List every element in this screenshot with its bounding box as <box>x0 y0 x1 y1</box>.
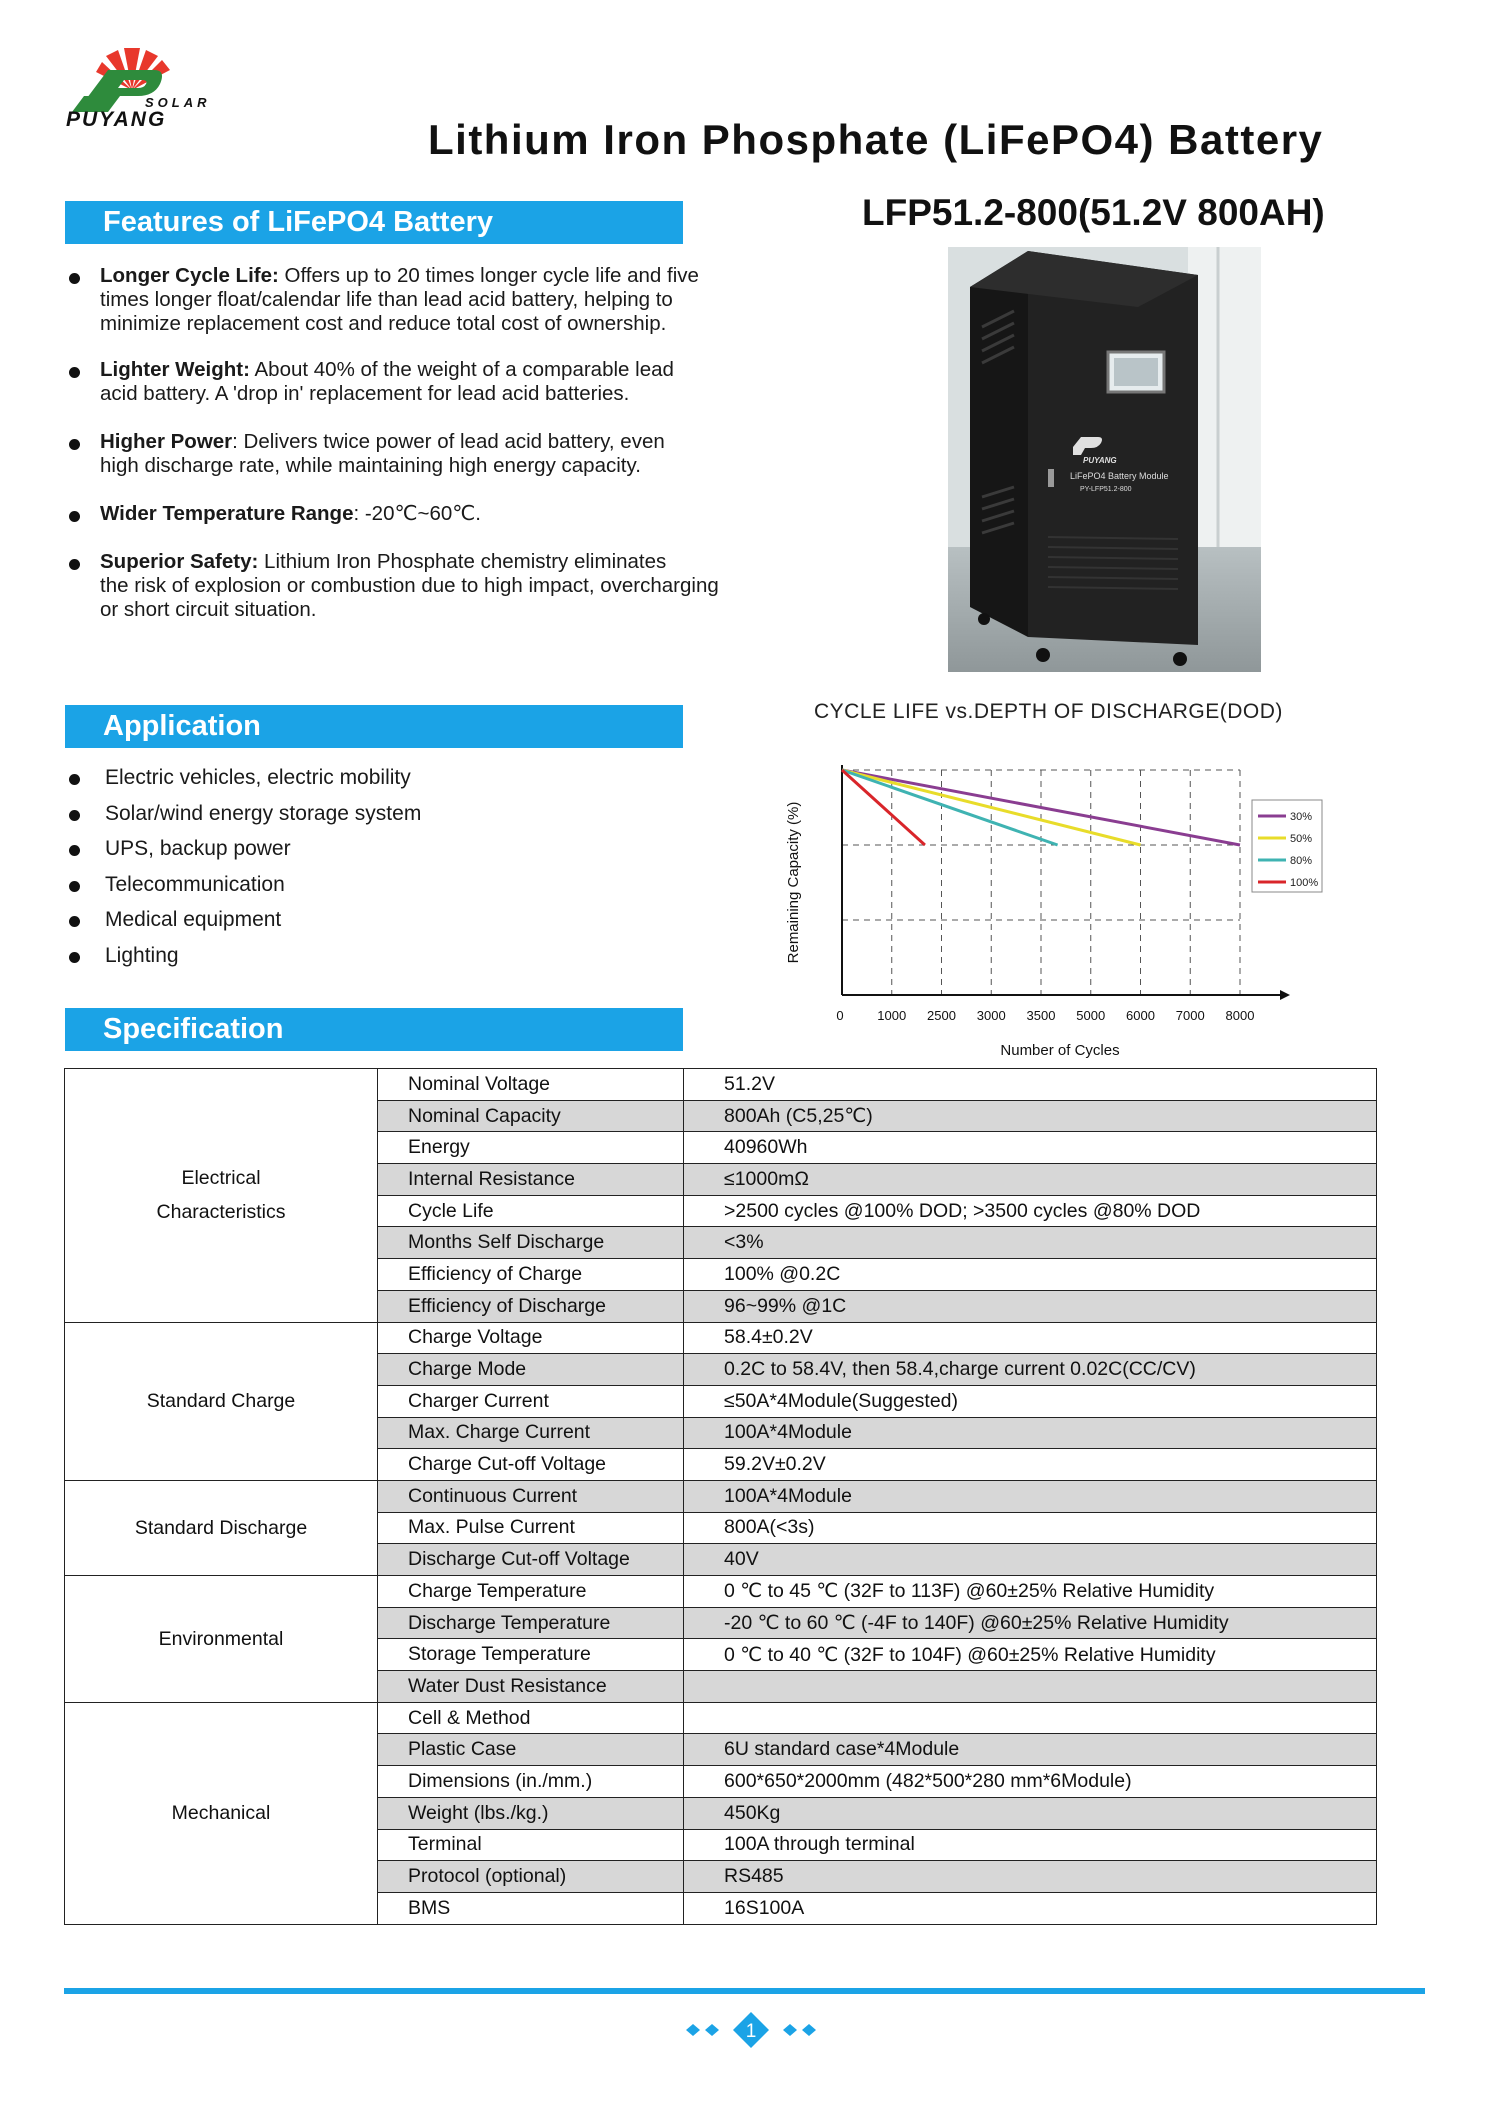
spec-parameter: Continuous Current <box>378 1480 684 1512</box>
spec-parameter: Max. Charge Current <box>378 1417 684 1449</box>
spec-parameter: Discharge Temperature <box>378 1607 684 1639</box>
spec-parameter: Internal Resistance <box>378 1164 684 1196</box>
cabinet-brand: PUYANG <box>1083 456 1117 465</box>
table-row <box>65 1069 1377 1101</box>
spec-parameter: Plastic Case <box>378 1734 684 1766</box>
bullet-icon <box>69 916 80 927</box>
feature-item <box>100 550 719 622</box>
page-title: Lithium Iron Phosphate (LiFePO4) Battery <box>428 116 1324 163</box>
spec-value: 100A through terminal <box>684 1829 1377 1861</box>
feature-text: : -20℃~60℃. <box>353 502 482 525</box>
bullet-icon <box>69 810 80 821</box>
x-axis-label: Number of Cycles <box>1000 1042 1120 1059</box>
diamond-icon <box>705 2024 719 2036</box>
spec-parameter: Charger Current <box>378 1385 684 1417</box>
application-text: Lighting <box>105 943 179 967</box>
spec-group-name: Characteristics <box>156 1201 286 1224</box>
application-text: Solar/wind energy storage system <box>105 801 422 825</box>
application-item <box>105 873 285 897</box>
bullet-icon <box>69 439 80 450</box>
spec-parameter: Storage Temperature <box>378 1639 684 1671</box>
feature-text: the risk of explosion or combustion due to high impact, overcharging <box>100 574 719 597</box>
spec-parameter: Discharge Cut-off Voltage <box>378 1544 684 1576</box>
feature-item <box>100 358 674 406</box>
footer-divider <box>64 1988 1425 1994</box>
bullet-icon <box>69 559 80 570</box>
spec-group-label <box>65 1576 378 1703</box>
spec-value: 0 ℃ to 40 ℃ (32F to 104F) @60±25% Relative Humidity <box>684 1639 1377 1671</box>
spec-parameter: Dimensions (in./mm.) <box>378 1766 684 1798</box>
spec-parameter: Cycle Life <box>378 1195 684 1227</box>
spec-parameter: Months Self Discharge <box>378 1227 684 1259</box>
spec-value: 800A(<3s) <box>684 1512 1377 1544</box>
spec-value: 51.2V <box>684 1069 1377 1101</box>
spec-group-name: Mechanical <box>171 1802 271 1825</box>
logo-brand-name: PUYANG <box>66 108 167 131</box>
y-axis-label: Remaining Capacity (%) <box>785 801 802 964</box>
spec-value <box>684 1671 1377 1703</box>
logo-solar-text: SOLAR <box>145 95 211 110</box>
spec-parameter: BMS <box>378 1892 684 1924</box>
bullet-icon <box>69 952 80 963</box>
spec-value: 100A*4Module <box>684 1480 1377 1512</box>
diamond-icon <box>783 2024 797 2036</box>
series-line-80pct <box>842 770 1058 845</box>
application-text: Medical equipment <box>105 908 282 931</box>
spec-parameter: Charge Cut-off Voltage <box>378 1449 684 1481</box>
spec-value: 40V <box>684 1544 1377 1576</box>
spec-value: -20 ℃ to 60 ℃ (-4F to 140F) @60±25% Relative Humidity <box>684 1607 1377 1639</box>
spec-parameter: Efficiency of Discharge <box>378 1290 684 1322</box>
spec-group-name: Environmental <box>158 1627 284 1650</box>
feature-text: About 40% of the weight of a comparable lead <box>249 358 674 381</box>
spec-value: 40960Wh <box>684 1132 1377 1164</box>
spec-group-label <box>65 1702 378 1924</box>
application-text: UPS, backup power <box>105 837 291 860</box>
spec-parameter: Efficiency of Charge <box>378 1259 684 1291</box>
feature-item <box>100 430 665 478</box>
spec-parameter: Charge Temperature <box>378 1576 684 1608</box>
spec-parameter: Nominal Capacity <box>378 1100 684 1132</box>
feature-title: Longer Cycle Life: <box>100 264 279 287</box>
spec-value: 16S100A <box>684 1892 1377 1924</box>
bullet-icon <box>69 273 80 284</box>
spec-group-name: Electrical <box>181 1167 261 1190</box>
spec-value: <3% <box>684 1227 1377 1259</box>
spec-value: 100% @0.2C <box>684 1259 1377 1291</box>
legend-label: 50% <box>1290 833 1313 845</box>
specification-heading: Specification <box>65 1008 683 1051</box>
feature-title: Wider Temperature Range <box>100 502 354 525</box>
application-item <box>105 944 179 968</box>
spec-parameter: Energy <box>378 1132 684 1164</box>
specification-table <box>64 1068 1377 1925</box>
bullet-icon <box>69 367 80 378</box>
diamond-icon <box>686 2024 700 2036</box>
application-text: Telecommunication <box>105 872 285 896</box>
spec-value: 450Kg <box>684 1797 1377 1829</box>
spec-parameter: Protocol (optional) <box>378 1861 684 1893</box>
cabinet-label-line1: LiFePO4 Battery Module <box>1070 471 1169 481</box>
legend-label: 100% <box>1290 877 1319 889</box>
spec-parameter: Terminal <box>378 1829 684 1861</box>
feature-text: minimize replacement cost and reduce total cost of ownership. <box>100 312 667 335</box>
application-item <box>105 837 291 861</box>
table-row <box>65 1480 1377 1512</box>
spec-value: 59.2V±0.2V <box>684 1449 1377 1481</box>
spec-group-label <box>65 1480 378 1575</box>
x-tick-label: 6000 <box>1126 1008 1155 1023</box>
cycle-life-chart <box>770 730 1330 1060</box>
feature-text: Lithium Iron Phosphate chemistry eliminates <box>258 550 667 573</box>
feature-title: Superior Safety: <box>100 550 259 573</box>
bullet-icon <box>69 774 80 785</box>
product-photo <box>948 247 1261 672</box>
x-tick-label: 7000 <box>1175 1008 1205 1023</box>
spec-value: 100A*4Module <box>684 1417 1377 1449</box>
spec-value: 96~99% @1C <box>684 1290 1377 1322</box>
spec-value: 0.2C to 58.4V, then 58.4,charge current 0.02C(CC/CV) <box>684 1354 1377 1386</box>
spec-parameter: Charge Mode <box>378 1354 684 1386</box>
spec-group-label <box>65 1322 378 1480</box>
x-tick-label: 8000 <box>1225 1008 1255 1023</box>
spec-value: 6U standard case*4Module <box>684 1734 1377 1766</box>
bullet-icon <box>69 511 80 522</box>
battery-cabinet-image <box>948 247 1261 672</box>
spec-value: 800Ah (C5,25℃) <box>684 1100 1377 1132</box>
spec-parameter: Max. Pulse Current <box>378 1512 684 1544</box>
feature-text: high discharge rate, while maintaining high energy capacity. <box>100 454 641 477</box>
spec-parameter: Weight (lbs./kg.) <box>378 1797 684 1829</box>
page-indicator <box>686 2010 816 2050</box>
chart-title: CYCLE LIFE vs.DEPTH OF DISCHARGE(DOD) <box>814 700 1283 723</box>
table-row <box>65 1702 1377 1734</box>
features-heading: Features of LiFePO4 Battery <box>65 201 683 244</box>
application-text: Electric vehicles, electric mobility <box>105 766 411 789</box>
x-tick-label: 5000 <box>1076 1008 1106 1023</box>
spec-parameter: Charge Voltage <box>378 1322 684 1354</box>
bullet-icon <box>69 845 80 856</box>
spec-group-name: Standard Discharge <box>134 1516 308 1539</box>
feature-text: Offers up to 20 times longer cycle life and five <box>278 264 699 287</box>
feature-text: times longer float/calendar life than lead acid battery, helping to <box>100 288 673 311</box>
bullet-icon <box>69 881 80 892</box>
spec-group-label <box>65 1069 378 1323</box>
diamond-icon <box>802 2024 816 2036</box>
x-axis-arrow-icon <box>1280 990 1290 1000</box>
application-item <box>105 766 411 790</box>
spec-parameter: Nominal Voltage <box>378 1069 684 1101</box>
feature-text: acid battery. A 'drop in' replacement for lead acid batteries. <box>100 382 630 405</box>
cabinet-label-line2: PY-LFP51.2-800 <box>1080 486 1132 493</box>
application-item <box>105 908 281 932</box>
spec-value: ≤50A*4Module(Suggested) <box>684 1385 1377 1417</box>
application-heading: Application <box>65 705 683 748</box>
spec-value <box>684 1702 1377 1734</box>
table-row <box>65 1322 1377 1354</box>
legend-label: 30% <box>1290 811 1313 823</box>
feature-text: : Delivers twice power of lead acid battery, even <box>232 430 665 453</box>
application-item <box>105 802 421 826</box>
spec-value: 0 ℃ to 45 ℃ (32F to 113F) @60±25% Relative Humidity <box>684 1576 1377 1608</box>
table-row <box>65 1576 1377 1608</box>
spec-value: ≤1000mΩ <box>684 1164 1377 1196</box>
spec-value: 600*650*2000mm (482*500*280 mm*6Module) <box>684 1766 1377 1798</box>
spec-value: RS485 <box>684 1861 1377 1893</box>
x-tick-label: 3500 <box>1026 1008 1056 1023</box>
feature-item <box>100 264 699 336</box>
spec-group-name: Standard Charge <box>146 1390 296 1413</box>
x-tick-label: 2500 <box>927 1008 956 1023</box>
spec-value: 58.4±0.2V <box>684 1322 1377 1354</box>
page-number: 1 <box>745 2021 757 2042</box>
spec-parameter: Cell & Method <box>378 1702 684 1734</box>
feature-title: Lighter Weight: <box>100 358 250 381</box>
feature-title: Higher Power <box>100 430 233 453</box>
feature-text: or short circuit situation. <box>100 598 317 621</box>
feature-item <box>100 502 481 526</box>
spec-parameter: Water Dust Resistance <box>378 1671 684 1703</box>
x-tick-label: 0 <box>836 1008 844 1023</box>
spec-value: >2500 cycles @100% DOD; >3500 cycles @80% DOD <box>684 1195 1377 1227</box>
legend-label: 80% <box>1290 855 1313 867</box>
x-tick-label: 3000 <box>976 1008 1006 1023</box>
x-tick-label: 1000 <box>877 1008 907 1023</box>
model-title: LFP51.2-800(51.2V 800AH) <box>862 192 1325 233</box>
